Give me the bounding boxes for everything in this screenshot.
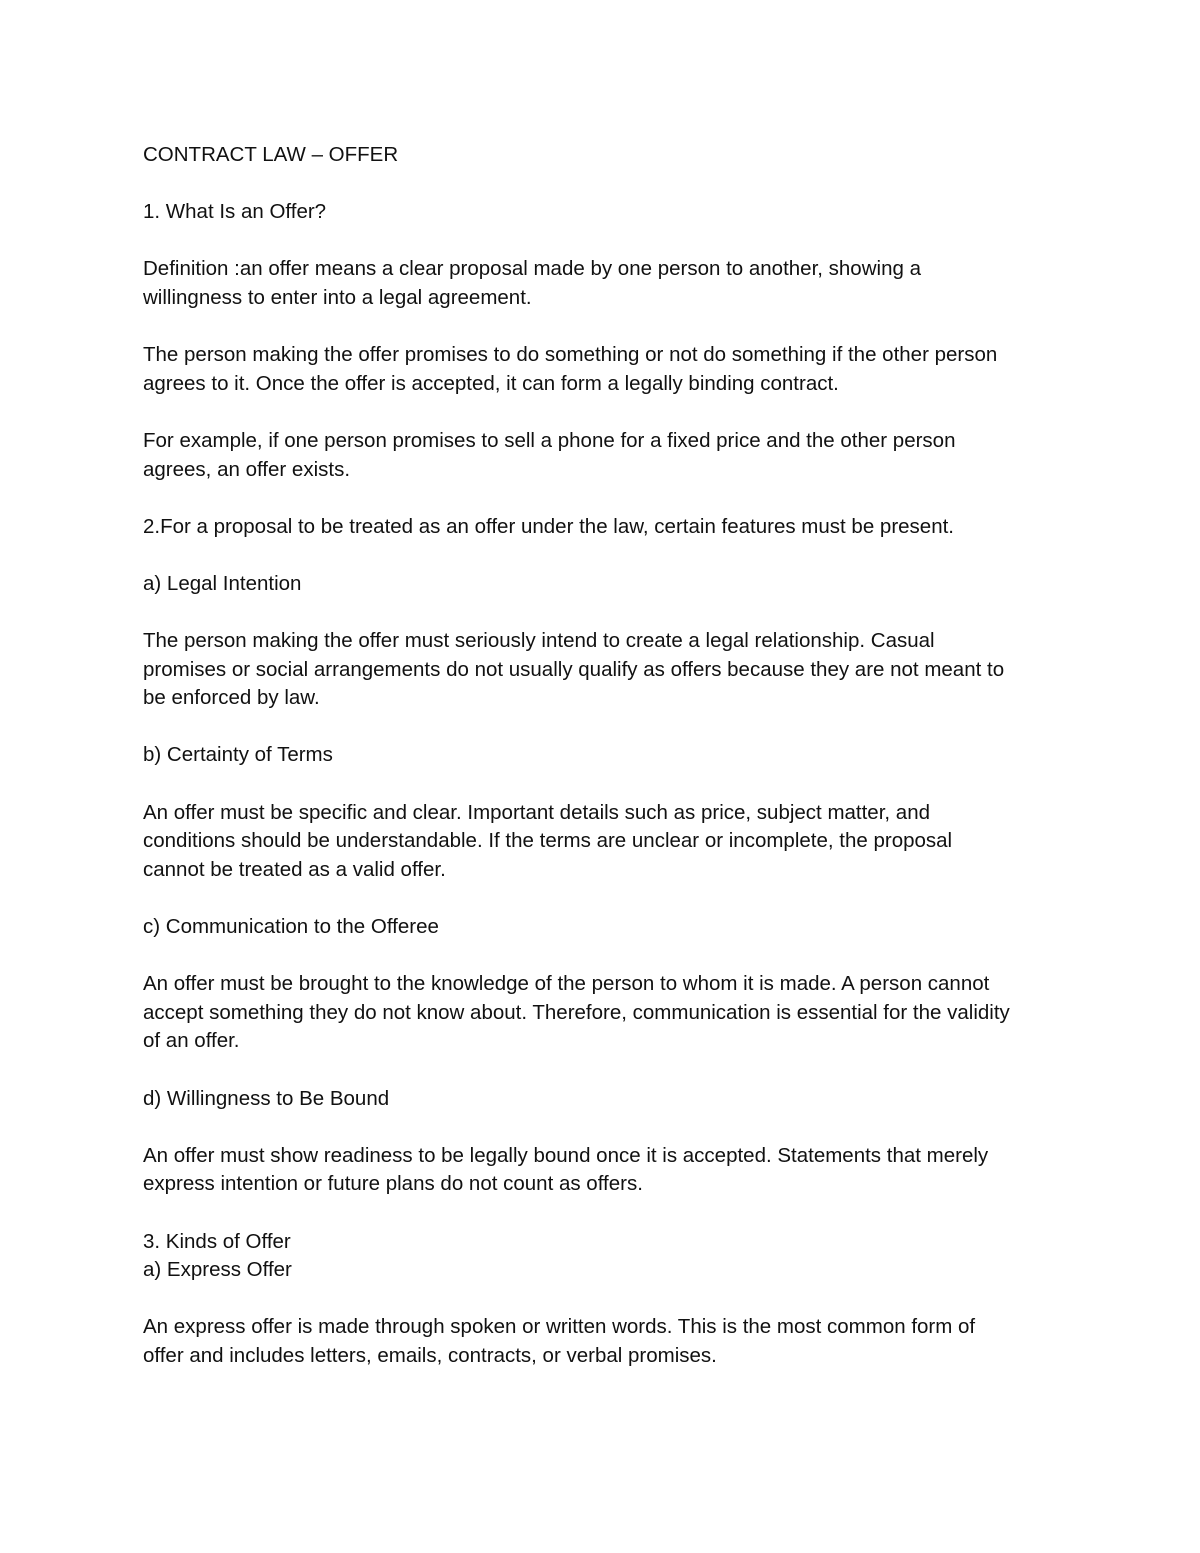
feature-body-willingness: An offer must show readiness to be legally bound once it is accepted. Statements that merely express intention or future plans do not count as offers. <box>143 1143 989 1196</box>
feature-heading-communication: c) Communication to the Offeree <box>143 915 439 939</box>
feature-heading-certainty-of-terms: b) Certainty of Terms <box>143 743 333 767</box>
document-body <box>143 141 1068 1399</box>
kind-body-express-offer: An express offer is made through spoken or written words. This is the most common form of offer and includes letters, emails, contracts, or verbal promises. <box>143 1315 976 1367</box>
document-title: CONTRACT LAW – OFFER <box>143 143 399 166</box>
feature-heading-willingness: d) Willingness to Be Bound <box>143 1086 390 1110</box>
kind-heading-express-offer: a) Express Offer <box>143 1258 292 1282</box>
feature-body-legal-intention: The person making the offer must seriously intend to create a legal relationship. Casual promises or social arrangements do not usually qualify as offers because they are not meant to be enforced by law. <box>143 629 1005 710</box>
feature-heading-legal-intention: a) Legal Intention <box>143 571 302 595</box>
feature-body-communication: An offer must be brought to the knowledge of the person to whom it is made. A person cannot accept something they do not know about. Therefore, communication is essential for the validity of an offer. <box>143 972 1010 1053</box>
section-2-heading: 2.For a proposal to be treated as an offer under the law, certain features must be present. <box>143 514 954 538</box>
section-1-heading: 1. What Is an Offer? <box>143 200 327 224</box>
feature-body-certainty-of-terms: An offer must be specific and clear. Important details such as price, subject matter, and conditions should be understandable. If the terms are unclear or incomplete, the proposal cannot be treated as a valid offer. <box>143 800 953 881</box>
offer-explanation-paragraph: The person making the offer promises to do something or not do something if the other person agrees to it. Once the offer is accepted, it can form a legally binding contract. <box>143 343 998 395</box>
example-paragraph: For example, if one person promises to sell a phone for a fixed price and the other person agrees, an offer exists. <box>143 428 956 481</box>
section-3-heading: 3. Kinds of Offer <box>143 1229 291 1253</box>
definition-paragraph: Definition :an offer means a clear proposal made by one person to another, showing a willingness to enter into a legal agreement. <box>143 257 921 309</box>
